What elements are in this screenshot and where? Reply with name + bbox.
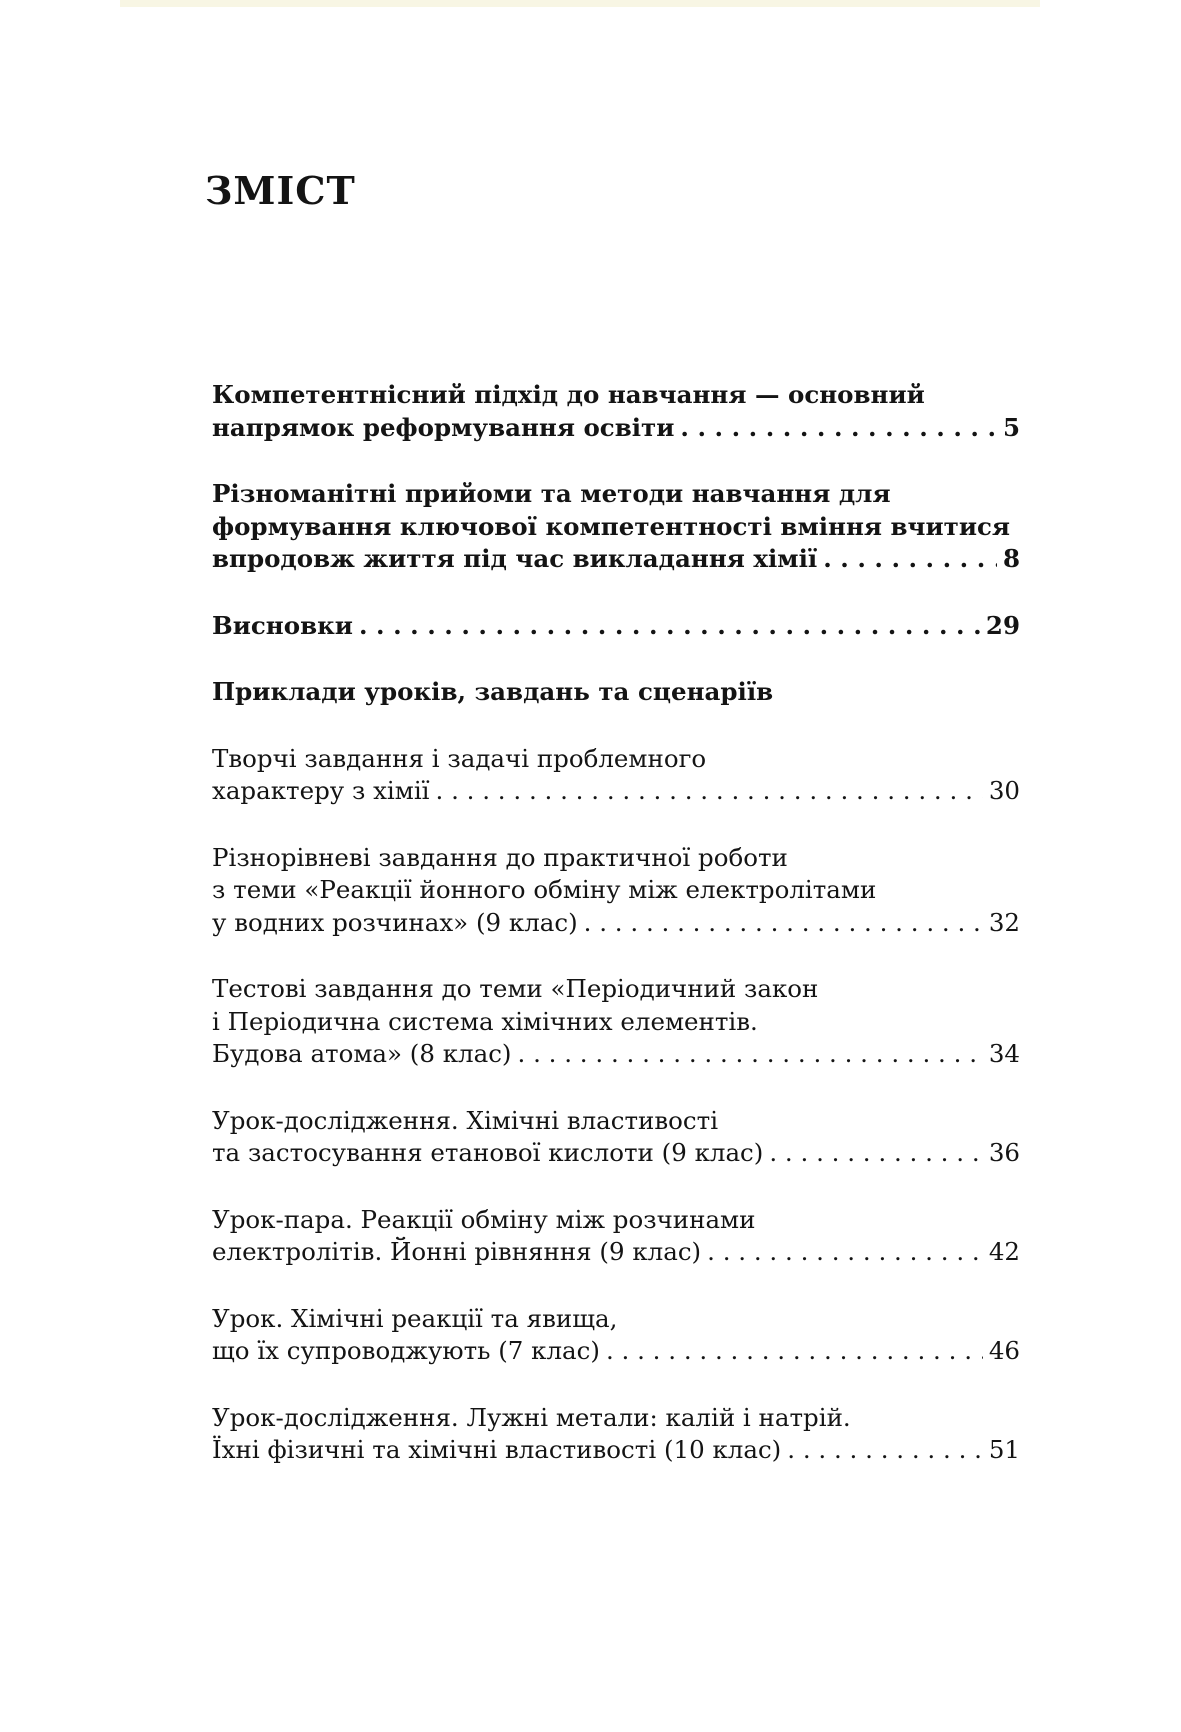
toc-entry-multilevel-tasks[interactable] <box>212 842 1020 940</box>
toc-entry-line: Висновки <box>212 610 353 640</box>
toc-entry-line: Їхні фізичні та хімічні властивості (10 клас) <box>212 1435 782 1464</box>
dot-leader <box>707 1236 983 1269</box>
table-of-contents <box>212 379 1020 1467</box>
toc-entry-creative-tasks[interactable] <box>212 743 1020 808</box>
dot-leader <box>518 1038 983 1071</box>
toc-entry-line: Різнорівневі завдання до практичної роботи <box>212 842 788 872</box>
toc-page-number: 42 <box>988 1237 1020 1266</box>
dot-leader <box>769 1137 982 1170</box>
toc-entry-line: напрямок реформування освіти <box>212 412 675 442</box>
toc-entry-exchange-reactions-lesson[interactable] <box>212 1204 1020 1269</box>
dot-leader <box>680 412 997 445</box>
dot-leader <box>584 907 983 940</box>
toc-entry-ethanoic-acid-lesson[interactable] <box>212 1105 1020 1170</box>
toc-entry-conclusions[interactable] <box>212 610 1020 643</box>
toc-entry-line: електролітів. Йонні рівняння (9 клас) <box>212 1237 702 1266</box>
toc-entry-line: впродовж життя під час викладання хімії <box>212 544 818 573</box>
toc-entry-line: характеру з хімії <box>212 776 430 805</box>
toc-entry-alkali-metals-lesson[interactable] <box>212 1402 1020 1467</box>
toc-page-number: 8 <box>1002 544 1020 573</box>
toc-entry-line: та застосування етанової кислоти (9 клас) <box>212 1138 764 1167</box>
page-title: ЗМІСТ <box>205 168 356 213</box>
toc-page-number: 51 <box>988 1435 1020 1464</box>
toc-entry-line: Тестові завдання до теми «Періодичний закон <box>212 974 819 1003</box>
toc-entry-line: Творчі завдання і задачі проблемного <box>212 743 707 773</box>
toc-entry-line: і Періодична система хімічних елементів. <box>212 1006 758 1036</box>
toc-page-number: 5 <box>1002 412 1020 442</box>
toc-entry-line: Урок-дослідження. Лужні метали: калій і натрій. <box>212 1402 851 1432</box>
toc-entry-line: Різноманітні прийоми та методи навчання для <box>212 479 891 508</box>
dot-leader <box>787 1434 983 1467</box>
dot-leader <box>359 610 980 643</box>
toc-entry-line: Будова атома» (8 клас) <box>212 1039 512 1068</box>
dot-leader <box>606 1335 983 1368</box>
dot-leader <box>436 775 983 808</box>
toc-page-number: 34 <box>988 1039 1020 1068</box>
toc-page-number: 32 <box>988 907 1020 937</box>
toc-entry-chemical-reactions-lesson[interactable] <box>212 1303 1020 1368</box>
toc-entry-teaching-methods[interactable] <box>212 478 1020 576</box>
dot-leader <box>823 543 997 576</box>
toc-entry-line: з теми «Реакції йонного обміну між електролітами <box>212 875 877 904</box>
toc-entry-competence-approach[interactable] <box>212 379 1020 444</box>
toc-entry-line: формування ключової компетентності вміння вчитися <box>212 511 1011 541</box>
toc-page-number: 36 <box>988 1138 1020 1167</box>
toc-entry-line: Урок. Хімічні реакції та явища, <box>212 1303 618 1333</box>
toc-entry-line: у водних розчинах» (9 клас) <box>212 907 578 937</box>
toc-entry-line: що їх супроводжують (7 клас) <box>212 1336 600 1365</box>
toc-entry-line: Компетентнісний підхід до навчання — основний <box>212 380 925 409</box>
toc-entry-line: Урок-пара. Реакції обміну між розчинами <box>212 1204 756 1234</box>
toc-page-number: 46 <box>988 1336 1020 1365</box>
toc-entry-line: Урок-дослідження. Хімічні властивості <box>212 1105 719 1135</box>
toc-page-number: 30 <box>988 776 1020 805</box>
toc-entry-test-tasks[interactable] <box>212 973 1020 1071</box>
toc-section-heading: Приклади уроків, завдань та сценаріїв <box>212 677 774 706</box>
page-top-tint <box>120 0 1040 7</box>
toc-page-number: 29 <box>985 610 1020 640</box>
